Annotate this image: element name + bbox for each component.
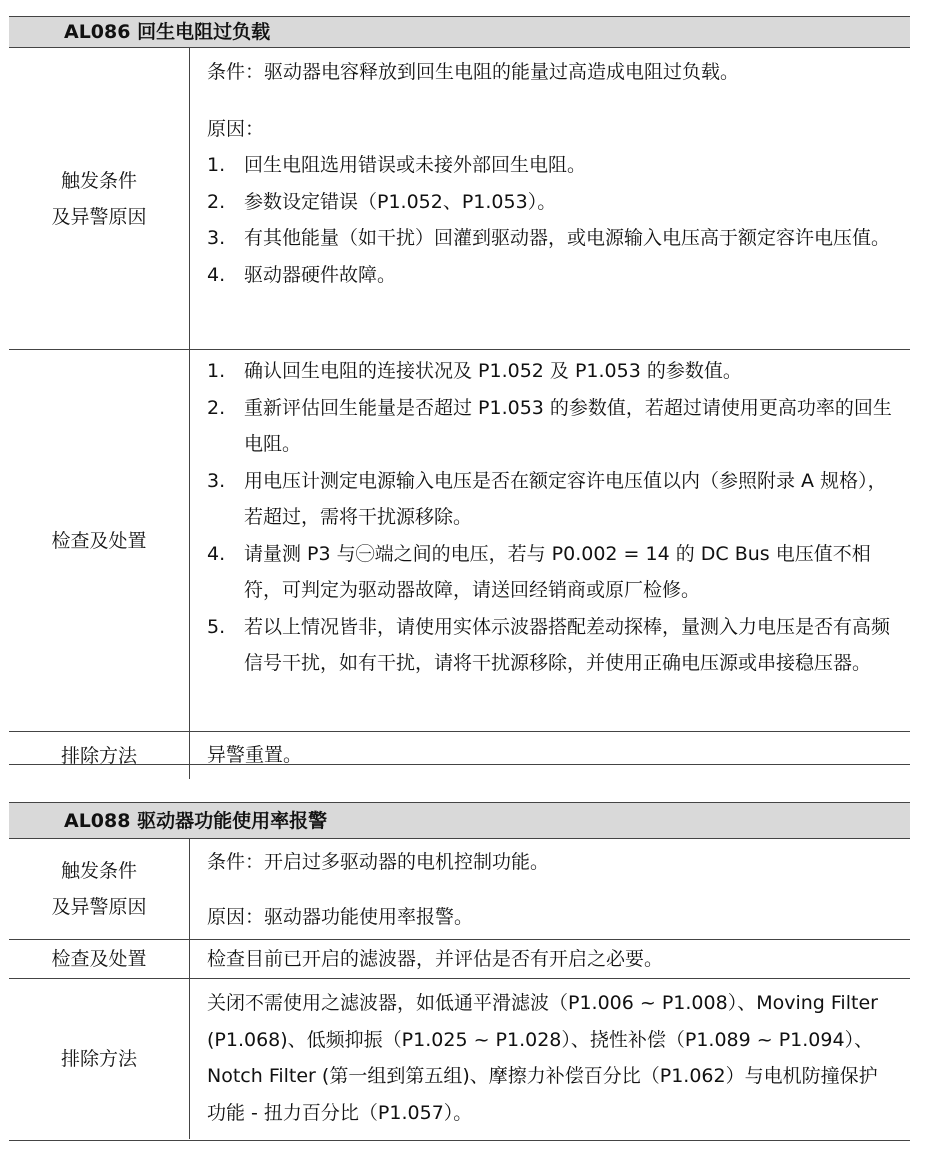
al088-trigger-content: [190, 839, 910, 939]
al086-clear-row: [9, 732, 910, 779]
list-item: 2. 参数设定错误（P1.052、P1.053）。: [207, 190, 557, 213]
list-item: 3. 有其他能量（如干扰）回灌到驱动器，或电源输入电压高于额定容许电压值。: [207, 227, 891, 249]
list-item: 5. 若以上情况皆非，请使用实体示波器搭配差动探棒，量测入力电压是否有高频信号干扰，如有干扰，请将干扰源移除，并使用正确电压源或串接稳压器。: [207, 615, 891, 674]
al086-table: [9, 16, 910, 765]
al086-check-row: [9, 350, 910, 732]
al088-clear-label: 排除方法: [9, 979, 190, 1139]
al086-title: AL086 回生电阻过负载: [9, 17, 910, 48]
al088-clear-row: [9, 979, 910, 1139]
al086-trigger-label: 触发条件 及异警原因: [9, 48, 190, 349]
al088-check-content: 检查目前已开启的滤波器，并评估是否有开启之必要。: [207, 948, 664, 970]
al086-trigger-content: [190, 48, 910, 349]
al086-clear-label: 排除方法: [9, 732, 190, 779]
list-item: 1. 确认回生电阻的连接状况及 P1.052 及 P1.053 的参数值。: [207, 360, 742, 382]
al088-trigger-row: [9, 839, 910, 940]
list-item: 2. 重新评估回生能量是否超过 P1.053 的参数值，若超过请使用更高功率的回生电阻。: [207, 396, 892, 455]
al086-check-content: [190, 350, 910, 731]
al088-check-row: [9, 940, 910, 979]
al088-clear-content: 关闭不需使用之滤波器，如低通平滑滤波（P1.006 ~ P1.008）、Moving Filter (P1.068)、低频抑振（P1.025 ~ P1.028）、挠性补偿（P1.089 ~ P1.094）、Notch Filter (第一组到第五组)、摩擦力补偿百分比（P1.062）与电机防撞保护功能 - 扭力百分比（P1.057）。: [207, 992, 878, 1124]
al086-check-label: 检查及处置: [9, 350, 190, 731]
list-item: 4. 请量测 P3 与㊀端之间的电压，若与 P0.002 = 14 的 DC Bus 电压值不相符，可判定为驱动器故障，请送回经销商或原厂检修。: [207, 542, 871, 601]
al086-condition: 条件：驱动器电容释放到回生电阻的能量过高造成电阻过负载。: [207, 61, 740, 83]
al086-trigger-row: [9, 48, 910, 350]
list-item: 4. 驱动器硬件故障。: [207, 263, 397, 286]
al088-table: [9, 802, 910, 1141]
list-item: 3. 用电压计测定电源输入电压是否在额定容许电压值以内（参照附录 A 规格），若超过，需将干扰源移除。: [207, 469, 887, 528]
al086-clear-content: 异警重置。: [207, 744, 303, 766]
al088-trigger-label: 触发条件 及异警原因: [9, 839, 190, 939]
al088-condition: 条件：开启过多驱动器的电机控制功能。: [207, 851, 550, 873]
list-item: 1. 回生电阻选用错误或未接外部回生电阻。: [207, 154, 587, 176]
al088-title: AL088 驱动器功能使用率报警: [9, 803, 910, 839]
al088-cause: 原因：驱动器功能使用率报警。: [207, 905, 474, 928]
al086-cause-heading: 原因：: [207, 117, 265, 140]
al088-check-label: 检查及处置: [9, 940, 190, 978]
